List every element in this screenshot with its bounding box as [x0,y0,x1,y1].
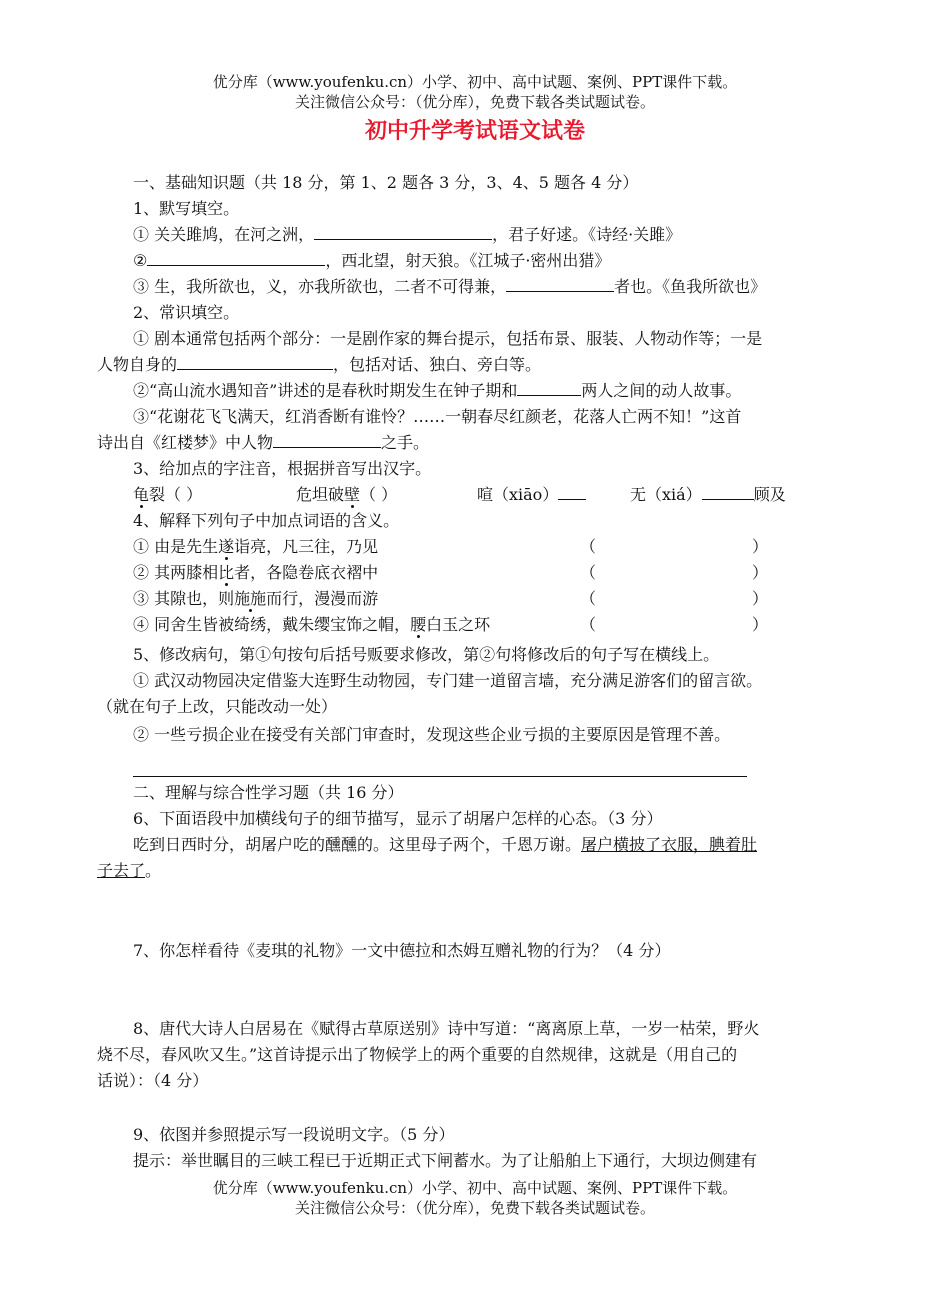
q3-item-c: 喧（xiāo） [477,482,586,508]
dotted-word: 腰 [410,615,427,634]
answer-blank[interactable] [177,353,333,370]
answer-blank[interactable] [314,223,492,240]
q1c-pre: ③ 生，我所欲也，义，亦我所欲也，二者不可得兼， [133,277,507,296]
answer-blank[interactable] [517,379,581,396]
q4a-line: ① 由是先生遂诣亮，凡三往，乃见 （ ） [133,534,854,560]
q6-passage-line-2: 子去了。 [97,861,162,880]
q1b-post: ，西北望，射天狼。《江城子·密州出猎》 [325,251,611,270]
q9-prompt: 9、依图并参照提示写一段说明文字。（5 分） [133,1125,455,1144]
q3-item-a: 龟裂（ ） [133,485,203,504]
answer-paren-open: （ [580,563,597,582]
q3-item-d: 无（xiá） 顾及 [630,485,786,504]
q2b-line [133,378,854,404]
answer-blank[interactable] [147,249,325,266]
q7-prompt: 7、你怎样看待《麦琪的礼物》一文中德拉和杰姆互赠礼物的行为？（4 分） [133,941,671,960]
q3-prompt: 3、给加点的字注音，根据拼音写出汉字。 [133,459,432,478]
q2c-line-1: ③“花谢花飞飞满天，红消香断有谁怜？……一朝春尽红颜老，花落人亡两不知！”这首 [133,407,742,426]
page-title: 初中升学考试语文试卷 [364,118,585,144]
q2a-line-2 [97,352,854,378]
q3-item-b: 危坦破壁（ ） [296,485,398,504]
answer-blank[interactable] [273,431,381,448]
q1a-pre: ① 关关雎鸠，在河之洲， [133,225,315,244]
answer-line[interactable] [133,776,747,777]
answer-paren-open: （ [580,615,597,634]
answer-paren-close: ） [752,537,769,556]
footer-line-2: 关注微信公众号：（优分库），免费下载各类试题试卷。 [294,1199,655,1217]
q1b-line [133,248,854,274]
underlined-sentence: 子去了 [97,861,146,880]
dotted-word: 遂 [218,537,235,556]
q2c-post: 之手。 [381,433,430,452]
q1b-pre: ② [133,251,148,270]
q9-hint: 提示：举世瞩目的三峡工程已于近期正式下闸蓄水。为了让船舶上下通行，大坝边侧建有 [133,1151,758,1170]
q8-line-1: 8、唐代大诗人白居易在《赋得古草原送别》诗中写道：“离离原上草，一岁一枯荣，野火 [133,1019,760,1038]
q1-prompt: 1、默写填空。 [133,199,240,218]
q4b-line: ② 其两膝相比者，各隐卷底衣褶中 （ ） [133,560,854,586]
dotted-char: 壁 [344,485,361,504]
q4c-line: ③ 其隙也，则施施而行，漫漫而游 （ ） [133,586,854,612]
q6-prompt: 6、下面语段中加横线句子的细节描写，显示了胡屠户怎样的心态。（3 分） [133,809,663,828]
answer-paren-close: ） [752,589,769,608]
footer-line-1: 优分库（www.youfenku.cn）小学、初中、高中试题、案例、PPT课件下载。 [212,1179,738,1197]
dotted-word: 施施 [234,589,267,608]
q5a-line-2: （就在句子上改，只能改动一处） [97,697,338,716]
q2a-post: ，包括对话、独白、旁白等。 [333,355,542,374]
underlined-sentence: 屠户横披了衣服，腆着肚 [581,835,758,854]
q6-passage-line-1: 吃到日西时分，胡屠户吃的醺醺的。这里母子两个，千恩万谢。屠户横披了衣服，腆着肚 [133,835,758,854]
header-line-2: 关注微信公众号：（优分库），免费下载各类试题试卷。 [294,93,655,111]
section-2-heading: 二、理解与综合性学习题（共 16 分） [133,783,404,802]
q1c-post: 者也。《鱼我所欲也》 [614,277,767,296]
answer-blank[interactable] [558,483,586,500]
answer-paren-open: （ [580,589,597,608]
q5-prompt: 5、修改病句，第①句按句后括号贩要求修改，第②句将修改后的句子写在横线上。 [133,645,720,664]
q5a-line-1: ① 武汉动物园决定借鉴大连野生动物园，专门建一道留言墙，充分满足游客们的留言欲。 [133,671,763,690]
q5b-line: ② 一些亏损企业在接受有关部门审查时，发现这些企业亏损的主要原因是管理不善。 [133,725,731,744]
answer-paren-close: ） [752,615,769,634]
answer-paren-open: （ [580,537,597,556]
q2c-pre: 诗出自《红楼梦》中人物 [97,433,274,452]
q1a-line [133,222,854,248]
q2c-line-2 [97,430,854,456]
dotted-char: 龟 [133,485,150,504]
q8-line-3: 话说）：（4 分） [97,1071,209,1090]
q2-prompt: 2、常识填空。 [133,303,240,322]
section-1-heading: 一、基础知识题（共 18 分，第 1、2 题各 3 分，3、4、5 题各 4 分） [133,173,639,192]
header-line-1: 优分库（www.youfenku.cn）小学、初中、高中试题、案例、PPT课件下载。 [212,73,738,91]
q4-prompt: 4、解释下列句子中加点词语的含义。 [133,511,400,530]
q1c-line [133,274,854,300]
q2a-line-1: ① 剧本通常包括两个部分：一是剧作家的舞台提示，包括布景、服装、人物动作等；一是 [133,329,763,348]
q4d-line: ④ 同舍生皆被绮绣，戴朱缨宝饰之帽，腰白玉之环 （ ） [133,612,854,638]
answer-blank[interactable] [506,275,614,292]
q8-line-2: 烧不尽，春风吹又生。”这首诗提示出了物候学上的两个重要的自然规律，这就是（用自己的 [97,1045,738,1064]
dotted-word: 比 [218,563,235,582]
q2a-pre: 人物自身的 [97,355,178,374]
answer-blank[interactable] [702,483,754,500]
q1a-post: ，君子好逑。《诗经·关雎》 [492,225,682,244]
q2b-pre: ②“高山流水遇知音”讲述的是春秋时期发生在钟子期和 [133,381,518,400]
answer-paren-close: ） [752,563,769,582]
q2b-post: 两人之间的动人故事。 [581,381,742,400]
